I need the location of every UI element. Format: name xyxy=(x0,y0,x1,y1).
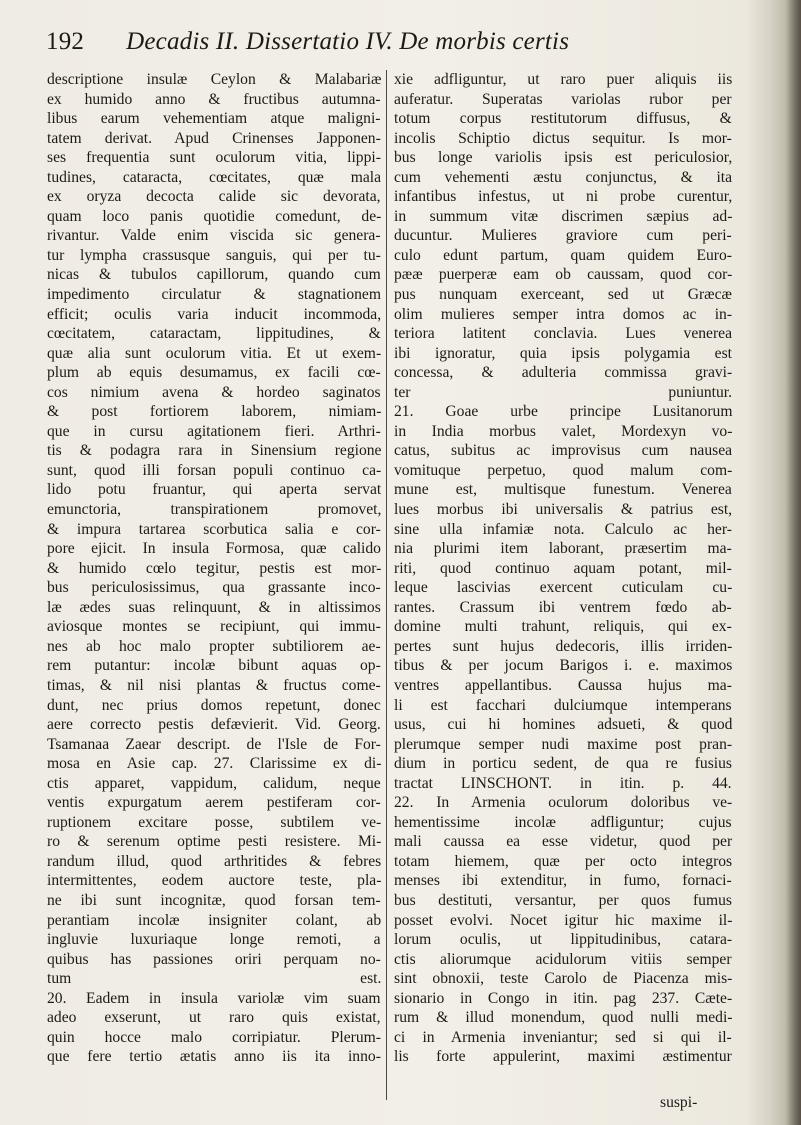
column-divider xyxy=(386,70,387,1100)
text-line: ruptionem excitare posse, subtilem ve- xyxy=(47,813,382,831)
text-line: mune est, multisque funestum. Venerea xyxy=(394,481,732,499)
catchword: suspi- xyxy=(660,1094,698,1111)
text-line: que in cursu agitationem fieri. Arthri- xyxy=(47,422,381,440)
text-line: dium in porticu sedent, de qua re fusius xyxy=(394,755,732,773)
text-line: pore ejicit. In insula Formosa, quæ calido xyxy=(47,540,381,558)
text-line: quam loco panis quotidie comedunt, de- xyxy=(47,207,382,225)
text-line: rem putantur: incolæ bibunt aquas op- xyxy=(47,657,381,675)
text-line: plerumque semper nudi maxime post pran- xyxy=(394,735,733,753)
text-line: 21. Goae urbe principe Lusitanorum xyxy=(394,403,733,421)
text-line: timas, & nil nisi plantas & fructus come- xyxy=(47,676,381,694)
text-line: incolis Schiptio dictus sequitur. Is mor- xyxy=(394,129,732,147)
text-line: quæ alia sunt oculorum vitia. Et ut exem- xyxy=(47,344,382,362)
text-line: & humido cœlo tegitur, pestis est mor- xyxy=(47,559,382,577)
text-line: sionario in Congo in itin. pag 237. Cæte- xyxy=(394,989,733,1007)
text-line: olim mulieres semper intra domos ac in- xyxy=(394,305,733,323)
text-line: auferatur. Superatas variolas rubor per xyxy=(394,90,732,108)
text-line: sint obnoxii, teste Carolo de Piacenza mis- xyxy=(394,970,733,988)
text-line: infantibus infestus, ut ni probe curentur, xyxy=(394,188,733,206)
text-line: dunt, nec prius domos repetunt, donec xyxy=(47,696,381,714)
text-line: quin hocce malo corripiatur. Plerum- xyxy=(47,1028,381,1046)
text-line: nicas & tubulos capillorum, quando cum xyxy=(47,266,381,284)
text-line: ctis aliorumque acidulorum vitiis semper xyxy=(394,950,732,968)
text-line: riti, quod continuo aquam potant, mil- xyxy=(394,559,732,577)
text-line: quibus has passiones oriri perquam no- xyxy=(47,950,381,968)
right-text-column xyxy=(394,70,732,1067)
text-line: aere correcto pestis defævierit. Vid. Georg. xyxy=(47,716,381,734)
text-line: tum est. xyxy=(47,970,382,988)
text-line: totum corpus restitutorum diffusus, & xyxy=(394,110,732,128)
text-line: impedimento circulatur & stagnationem xyxy=(47,286,381,304)
text-line: rivantur. Valde enim viscida sic genera- xyxy=(47,227,381,245)
text-line: nes ab hoc malo propter subtiliorem ae- xyxy=(47,637,381,655)
text-line: ne ibi sunt incognitæ, quod forsan tem- xyxy=(47,891,381,909)
text-line: ex oryza decocta calide sic devorata, xyxy=(47,188,381,206)
text-line: pææ puerperæ eam ob caussam, quod cor- xyxy=(394,266,733,284)
text-line: tibus & per jocum Barigos i. e. maximos xyxy=(394,657,733,675)
text-line: ter puniuntur. xyxy=(394,383,733,401)
text-line: teriora latitent conclavia. Lues venerea xyxy=(394,325,733,343)
running-head-title: Decadis II. Dissertatio IV. De morbis certis xyxy=(126,28,570,55)
text-line: tis & podagra rara in Sinensium regione xyxy=(47,442,382,460)
text-line: nia plurimi item laborant, præsertim ma- xyxy=(394,540,732,558)
page-number: 192 xyxy=(46,28,85,55)
text-line: adeo exserunt, ut raro quis existat, xyxy=(47,1009,381,1027)
text-line: rum & illud monendum, quod nulli medi- xyxy=(394,1009,733,1027)
text-line: Tsamanaa Zaear descript. de l'Isle de For- xyxy=(47,735,381,753)
text-line: descriptione insulæ Ceylon & Malabariæ xyxy=(47,71,382,88)
text-line: randum illud, quod arthritides & febres xyxy=(47,852,382,870)
left-text-column xyxy=(47,70,381,1067)
text-line: ex humido anno & fructibus autumna- xyxy=(47,90,381,108)
text-line: li est facchari dulciumque intemperans xyxy=(394,696,732,714)
text-line: perantiam incolæ insigniter colant, ab xyxy=(47,911,382,929)
text-line: mosa en Asie cap. 27. Clarissime ex di- xyxy=(47,755,382,773)
text-line: concessa, & adulteria commissa gravi- xyxy=(394,364,733,382)
text-line: ci in Armenia inveniantur; sed si qui il- xyxy=(394,1028,732,1046)
text-line: posset evolvi. Nocet igitur hic maxime il- xyxy=(394,911,733,929)
text-line: sunt, quod illi forsan populi continuo ca- xyxy=(47,461,382,479)
text-line: lido potu fruantur, qui aperta servat xyxy=(47,481,382,499)
text-line: lis forte appulerint, maximi æstimentur xyxy=(394,1048,732,1066)
running-head xyxy=(46,28,746,68)
text-line: ro & serenum optime pesti resistere. Mi- xyxy=(47,833,382,851)
text-line: ses frequentia sunt oculorum vitia, lippi- xyxy=(47,149,381,167)
text-line: cœcitatem, cataractam, lippitudines, & xyxy=(47,325,381,343)
text-line: catus, subitus ac improvisus cum nausea xyxy=(394,442,733,460)
text-line: in India morbus valet, Mordexyn vo- xyxy=(394,422,733,440)
text-line: mali caussa ea esse videtur, quod per xyxy=(394,833,733,851)
text-line: læ ædes suas relinquunt, & in altissimos xyxy=(47,598,381,616)
text-line: que fere tertio ætatis anno iis ita inno- xyxy=(47,1048,381,1066)
text-line: rantes. Crassum ibi ventrem fœdo ab- xyxy=(394,598,732,616)
text-line: tudines, cataracta, cœcitates, quæ mala xyxy=(47,168,382,186)
text-line: libus earum vehementiam atque maligni- xyxy=(47,110,381,128)
text-line: pus nunquam exerceant, sed ut Græcæ xyxy=(394,286,732,304)
text-line: vomituque perpetuo, quod malum com- xyxy=(394,461,733,479)
text-line: totam hiemem, quæ per octo integros xyxy=(394,852,733,870)
text-line: hementissime incolæ adfliguntur; cujus xyxy=(394,813,732,831)
text-line: sine ulla infamiæ nota. Calculo ac her- xyxy=(394,520,732,538)
text-line: 20. Eadem in insula variolæ vim suam xyxy=(47,989,381,1007)
text-line: intermittentes, eodem auctore teste, pla- xyxy=(47,872,382,890)
text-line: leque lascivias exercent cuticulam cu- xyxy=(394,579,733,597)
text-line: culo edunt partum, quam quidem Euro- xyxy=(394,246,732,264)
text-line: lorum oculis, ut lippitudinibus, catara- xyxy=(394,931,733,949)
text-line: 22. In Armenia oculorum doloribus ve- xyxy=(394,794,733,812)
text-line: lues morbus ibi universalis & patrius est, xyxy=(394,501,733,519)
text-line: efficit; oculis varia inducit incommoda, xyxy=(47,305,382,323)
text-line: in summum vitæ discrimen sæpius ad- xyxy=(394,207,733,225)
text-line: aviosque montes se recipiunt, qui immu- xyxy=(47,618,381,636)
text-line: cum vehementi æstu conjunctus, & ita xyxy=(394,168,733,186)
text-line: xie adfliguntur, ut raro puer aliquis iis xyxy=(394,71,733,88)
text-line: ibi ignoratur, quia ipsis polygamia est xyxy=(394,344,732,362)
text-line: tatem derivat. Apud Crinenses Japponen- xyxy=(47,129,381,147)
text-line: bus longe variolis ipsis est periculosior, xyxy=(394,149,733,167)
text-line: bus periculosissimus, qua grassante inco- xyxy=(47,579,381,597)
binding-shadow xyxy=(785,0,801,1125)
text-line: plum ab equis desumamus, ex facili cœ- xyxy=(47,364,381,382)
text-line: emunctoria, transpirationem promovet, xyxy=(47,501,382,519)
text-line: ducuntur. Mulieres graviore cum peri- xyxy=(394,227,732,245)
text-line: & impura tartarea scorbutica salia e cor- xyxy=(47,520,381,538)
text-line: tur lympha crassusque sanguis, qui per tu- xyxy=(47,246,381,264)
text-line: bus destituti, versantur, per quos fumus xyxy=(394,891,732,909)
text-line: & post fortiorem laborem, nimiam- xyxy=(47,403,382,421)
text-line: pertes sunt hujus dedecoris, illis irriden- xyxy=(394,637,733,655)
text-line: usus, cui hi homines adsueti, & quod xyxy=(394,716,733,734)
text-line: ctis apparet, vappidum, calidum, neque xyxy=(47,774,381,792)
text-line: tractat LINSCHONT. in itin. p. 44. xyxy=(394,774,732,792)
text-line: domine multi trahunt, reliquis, qui ex- xyxy=(394,618,732,636)
text-line: menses ibi extenditur, in fumo, fornaci- xyxy=(394,872,732,890)
text-line: ventres appellantibus. Caussa hujus ma- xyxy=(394,676,732,694)
text-line: ventis expurgatum aerem pestiferam cor- xyxy=(47,794,381,812)
text-line: cos nimium avena & hordeo saginatos xyxy=(47,383,381,401)
text-line: ingluvie luxuriaque longe remoti, a xyxy=(47,931,381,949)
